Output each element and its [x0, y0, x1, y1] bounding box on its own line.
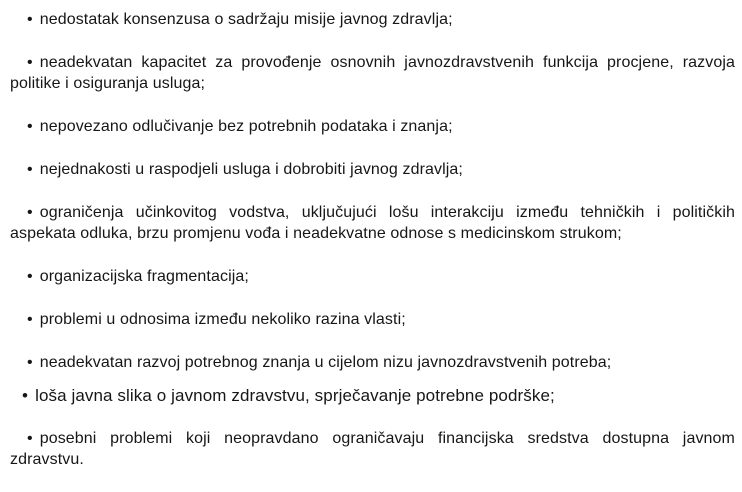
- bullet-item: [10, 266, 735, 287]
- bullet-icon: •: [27, 268, 33, 285]
- bullet-text: nedostatak konsenzusa o sadržaju misije javnog zdravlja;: [39, 11, 453, 28]
- bullet-item: [10, 52, 735, 94]
- bullet-icon: •: [27, 311, 33, 328]
- bullet-icon: •: [27, 430, 33, 447]
- bullet-icon: •: [22, 386, 29, 405]
- bullet-icon: •: [27, 161, 33, 178]
- bullet-icon: •: [27, 204, 33, 221]
- bullet-icon: •: [27, 354, 33, 371]
- bullet-text: neadekvatan razvoj potrebnog znanja u cijelom nizu javnozdravstvenih potreba;: [39, 354, 612, 371]
- bullet-item: [10, 428, 735, 470]
- bullet-icon: •: [27, 11, 33, 28]
- document-body: [10, 9, 735, 470]
- bullet-item: [10, 385, 735, 406]
- bullet-text: organizacijska fragmentacija;: [39, 268, 249, 285]
- bullet-icon: •: [27, 54, 33, 71]
- bullet-item: [10, 116, 735, 137]
- bullet-text: ograničenja učinkovitog vodstva, uključujući lošu interakciju između tehničkih i političkih aspekata odluka, brzu promjenu vođa i neadekvatne odnose s medicinskom strukom;: [10, 204, 735, 242]
- bullet-text: nejednakosti u raspodjeli usluga i dobrobiti javnog zdravlja;: [39, 161, 463, 178]
- bullet-text: posebni problemi koji neopravdano ograničavaju financijska sredstva dostupna javnom zdravstvu.: [10, 430, 735, 468]
- bullet-icon: •: [27, 118, 33, 135]
- bullet-text: nepovezano odlučivanje bez potrebnih podataka i znanja;: [39, 118, 453, 135]
- bullet-item: [10, 202, 735, 244]
- bullet-item: [10, 352, 735, 373]
- bullet-text: loša javna slika o javnom zdravstvu, sprječavanje potrebne podrške;: [35, 386, 555, 405]
- bullet-item: [10, 309, 735, 330]
- bullet-text: neadekvatan kapacitet za provođenje osnovnih javnozdravstvenih funkcija procjene, razvoja politike i osiguranja usluga;: [10, 54, 735, 92]
- bullet-item: [10, 9, 735, 30]
- bullet-item: [10, 159, 735, 180]
- bullet-text: problemi u odnosima između nekoliko razina vlasti;: [39, 311, 406, 328]
